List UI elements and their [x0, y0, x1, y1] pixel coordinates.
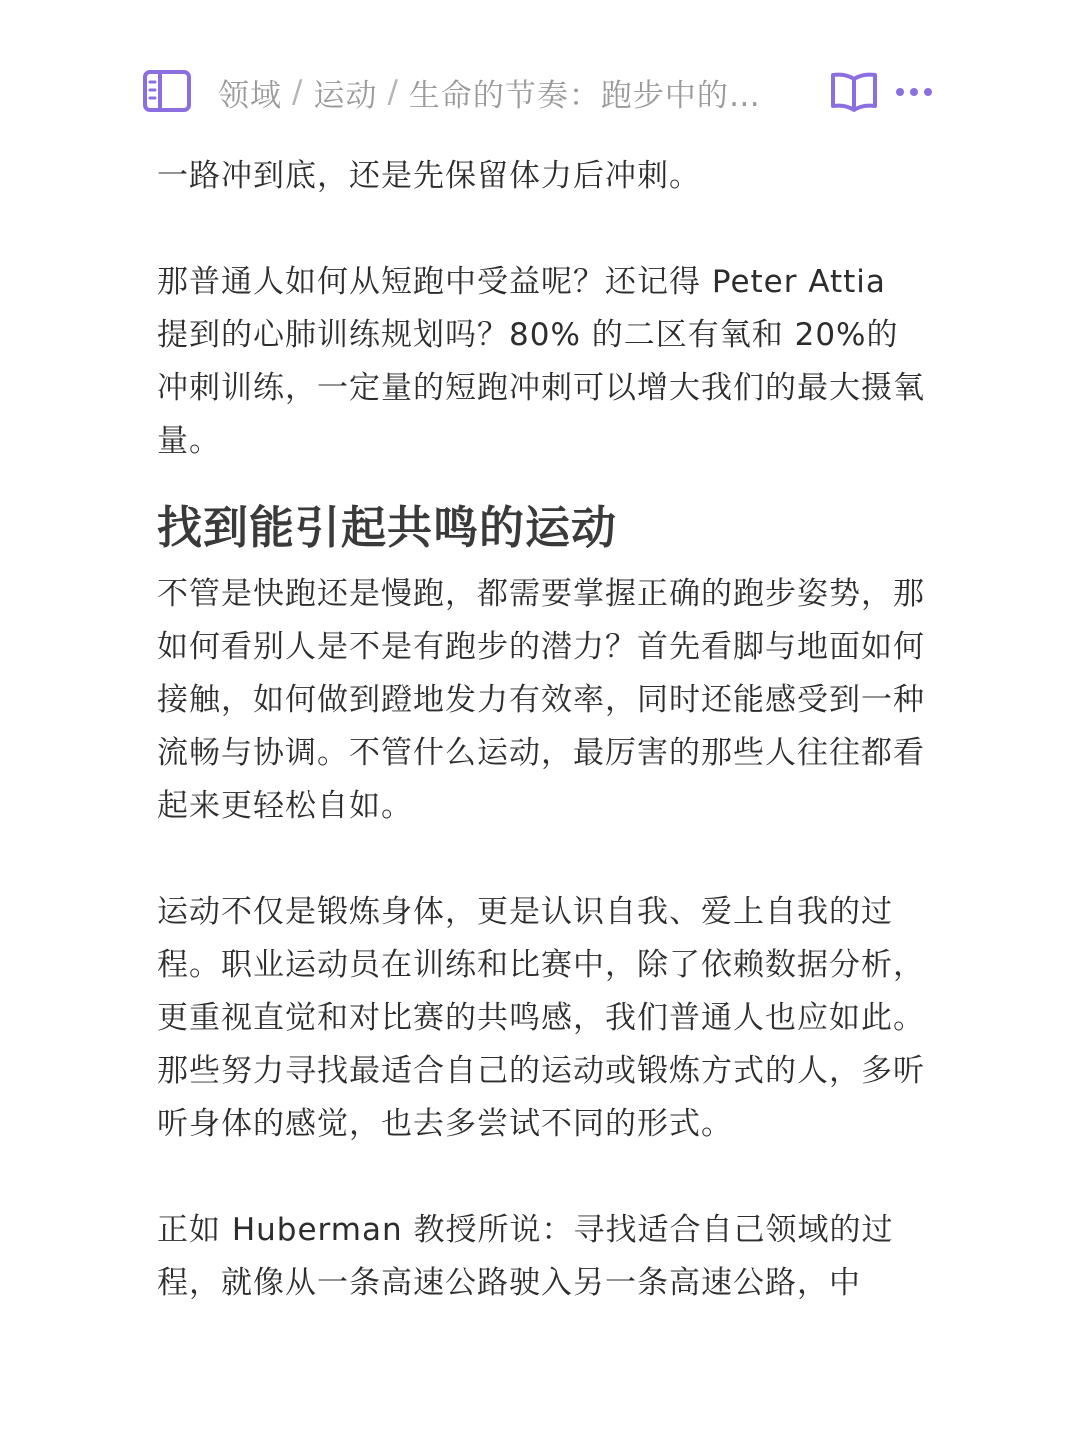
paragraph-spacer — [157, 1151, 927, 1204]
breadcrumb — [218, 72, 808, 112]
article-paragraph: 那普通人如何从短跑中受益呢？还记得 Peter Attia 提到的心肺训练规划吗？80% 的二区有氧和 20%的冲刺训练，一定量的短跑冲刺可以增大我们的最大摄氧量。 — [157, 264, 925, 459]
article-paragraph: 正如 Huberman 教授所说：寻找适合自己领域的过程，就像从一条高速公路驶入另一条高速公路，中 — [157, 1212, 894, 1301]
breadcrumb-separator: / — [387, 74, 399, 110]
open-book-icon — [830, 70, 878, 114]
top-navigation-bar — [0, 60, 1080, 124]
reader-mode-button[interactable] — [830, 70, 878, 114]
breadcrumb-separator: / — [292, 74, 304, 110]
article-paragraph: 运动不仅是锻炼身体，更是认识自我、爱上自我的过程。职业运动员在训练和比赛中，除了依赖数据分析，更重视直觉和对比赛的共鸣感，我们普通人也应如此。那些努力寻找最适合自己的运动或锻炼方式的人，多听听身体的感觉，也去多尝试不同的形式。 — [157, 894, 925, 1142]
article-body — [157, 150, 927, 1310]
sidebar-toggle-button[interactable] — [143, 70, 191, 112]
breadcrumb-item-domain[interactable]: 领域 — [218, 77, 282, 112]
more-dots-icon — [893, 78, 935, 106]
article-paragraph: 不管是快跑还是慢跑，都需要掌握正确的跑步姿势，那如何看别人是不是有跑步的潜力？首先看脚与地面如何接触，如何做到蹬地发力有效率，同时还能感受到一种流畅与协调。不管什么运动，最厉害的那些人往往都看起来更轻松自如。 — [157, 576, 925, 824]
article-paragraph: 一路冲到底，还是先保留体力后冲刺。 — [157, 158, 701, 194]
paragraph-spacer — [157, 203, 927, 256]
sidebar-panel-icon — [143, 70, 191, 112]
more-options-button[interactable] — [893, 78, 935, 106]
breadcrumb-item-sports[interactable]: 运动 — [313, 77, 378, 112]
breadcrumb-item-current-page[interactable]: 生命的节奏：跑步中的… — [408, 77, 761, 112]
paragraph-spacer — [157, 833, 927, 886]
section-heading: 找到能引起共鸣的运动 — [157, 501, 618, 554]
